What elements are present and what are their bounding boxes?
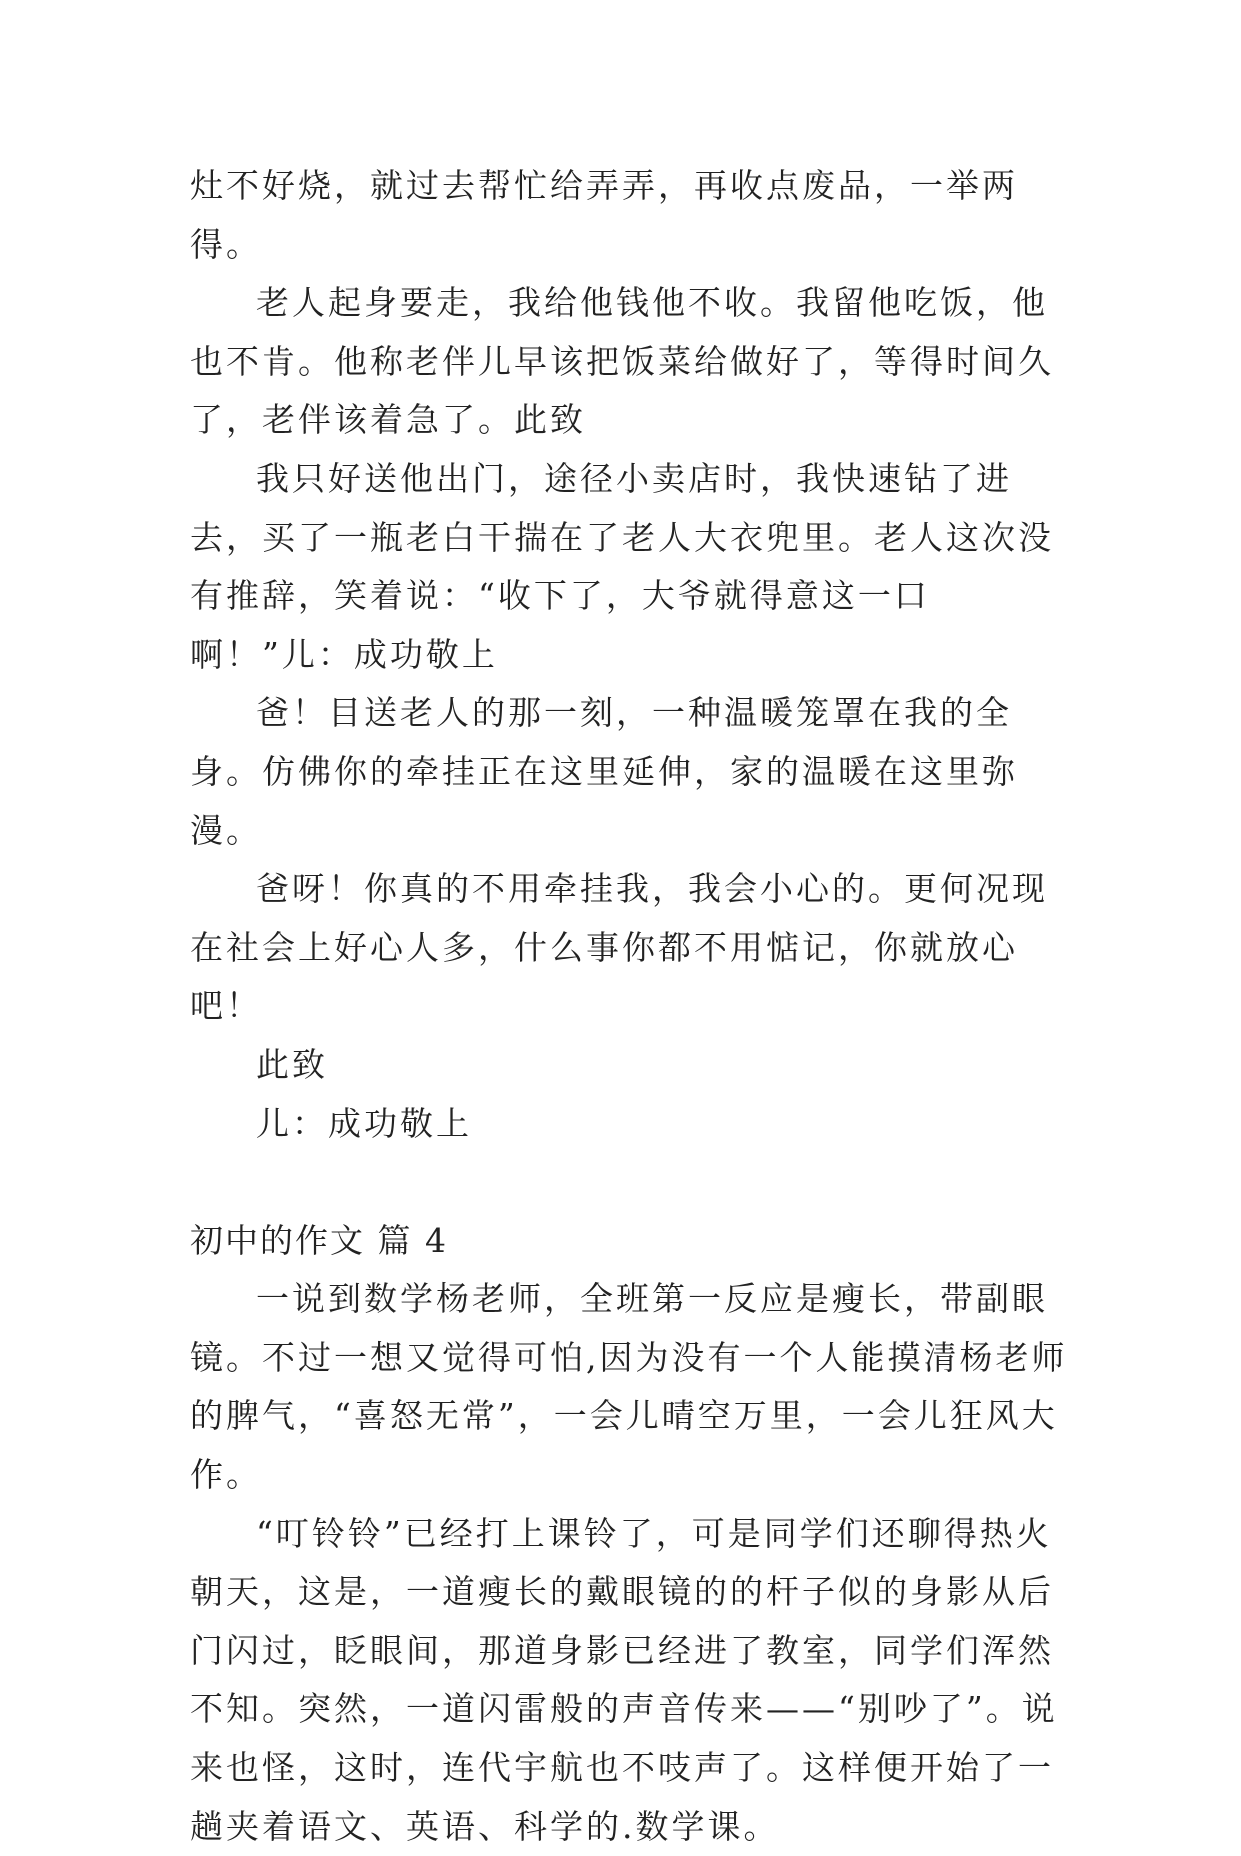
paragraph-continuation: 灶不好烧，就过去帮忙给弄弄，再收点废品，一举两得。 [190, 166, 1018, 264]
paragraph: 爸呀！你真的不用牵挂我，我会小心的。更何况现在社会上好心人多，什么事你都不用惦记，你就放心吧！ [190, 869, 1048, 1026]
paragraph: 我只好送他出门，途径小卖店时，我快速钻了进去，买了一瓶老白干揣在了老人大衣兜里。老人这次没有推辞，笑着说：“收下了，大爷就得意这一口啊！”儿：成功敬上 [190, 458, 1054, 674]
document-body [190, 157, 1070, 1856]
signature-line: 儿：成功敬上 [256, 1103, 472, 1143]
paragraph: 老人起身要走，我给他钱他不收。我留他吃饭，他也不肯。他称老伴儿早该把饭菜给做好了，等得时间久了，老伴该着急了。此致 [190, 283, 1054, 440]
section-spacer [190, 1153, 1070, 1212]
section-heading: 初中的作文 篇 4 [190, 1220, 448, 1260]
paragraph: 爸！目送老人的那一刻，一种温暖笼罩在我的全身。仿佛你的牵挂正在这里延伸，家的温暖在这里弥漫。 [190, 693, 1018, 850]
paragraph: “叮铃铃”已经打上课铃了，可是同学们还聊得热火朝天，这是，一道瘦长的戴眼镜的的杆子似的身影从后门闪过，眨眼间，那道身影已经进了教室，同学们浑然不知。突然，一道闪雷般的声音传来——“别吵了”。说来也怪，这时，连代宇航也不吱声了。这样便开始了一趟夹着语文、英语、科学的.数学课。 [190, 1513, 1058, 1846]
closing-salutation: 此致 [256, 1044, 328, 1084]
paragraph: 一说到数学杨老师，全班第一反应是瘦长，带副眼镜。不过一想又觉得可怕,因为没有一个人能摸清杨老师的脾气，“喜怒无常”，一会儿晴空万里，一会儿狂风大作。 [190, 1279, 1068, 1495]
